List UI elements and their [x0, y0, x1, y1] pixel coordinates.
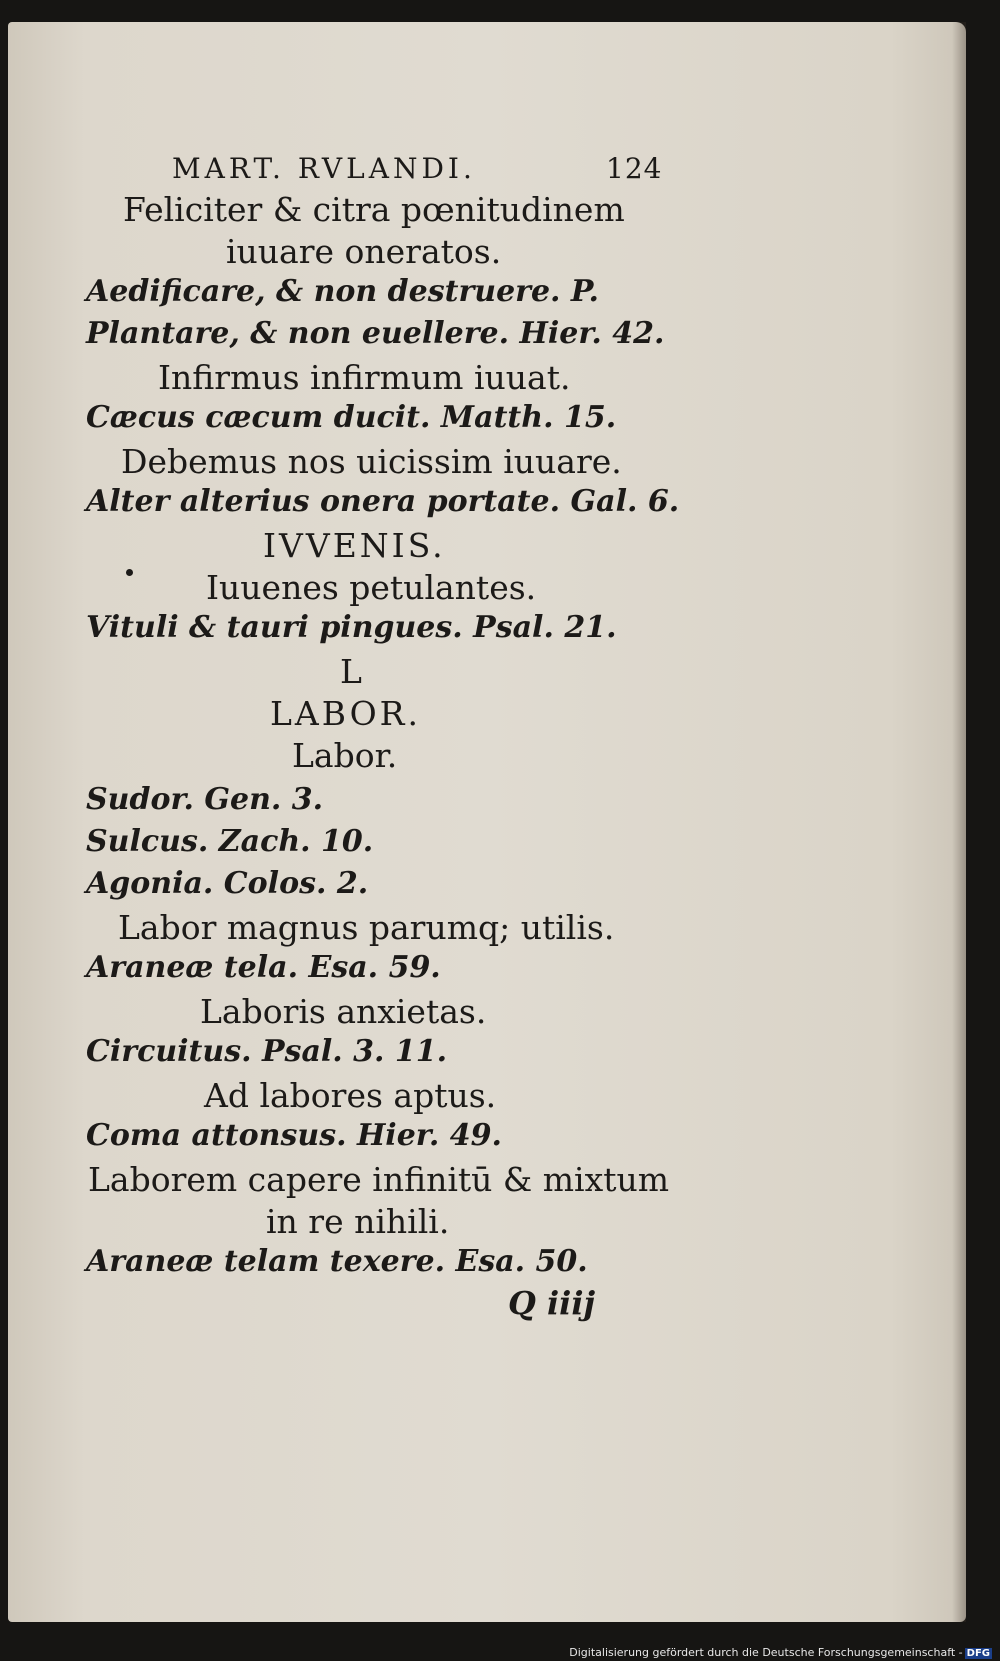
text-line: in re nihili.	[266, 1202, 450, 1241]
text-line: Labor magnus parumq; utilis.	[118, 908, 615, 947]
text-line: iuuare oneratos.	[226, 232, 502, 271]
signature-mark: Q iiij	[508, 1284, 596, 1322]
section-heading: LABOR.	[270, 694, 421, 733]
text-line: Iuuenes petulantes.	[206, 568, 537, 607]
text-line: Alter alterius onera portate. Gal. 6.	[86, 484, 680, 519]
dfg-logo: DFG	[966, 1648, 990, 1659]
text-line: Sulcus. Zach. 10.	[86, 824, 374, 859]
text-line: Infirmus infirmum iuuat.	[158, 358, 571, 397]
text-line: Plantare, & non euellere. Hier. 42.	[86, 316, 665, 351]
text-line: Debemus nos uicissim iuuare.	[121, 442, 622, 481]
text-line: Ad labores aptus.	[204, 1076, 497, 1115]
page-number: 124	[606, 152, 663, 185]
text-line: Coma attonsus. Hier. 49.	[86, 1118, 502, 1153]
text-line: Laborem capere infinitū & mixtum	[88, 1160, 670, 1199]
letter-heading: L	[340, 652, 362, 691]
running-title: MART. RVLANDI.	[172, 152, 476, 185]
text-line: Laboris anxietas.	[200, 992, 487, 1031]
book-page	[8, 22, 966, 1622]
text-line: Sudor. Gen. 3.	[86, 782, 324, 817]
ink-speck	[126, 569, 133, 576]
footer-text: Digitalisierung gefördert durch die Deutsche Forschungsgemeinschaft -	[569, 1646, 963, 1659]
text-line: Araneæ telam texere. Esa. 50.	[86, 1244, 588, 1279]
text-line: Feliciter & citra pœnitudinem	[123, 190, 625, 229]
text-line: Cæcus cæcum ducit. Matth. 15.	[86, 400, 617, 435]
text-line: Vituli & tauri pingues. Psal. 21.	[86, 610, 617, 645]
text-line: Araneæ tela. Esa. 59.	[86, 950, 441, 985]
text-line: Circuitus. Psal. 3. 11.	[86, 1034, 448, 1069]
section-heading: IVVENIS.	[263, 526, 446, 565]
text-line: Agonia. Colos. 2.	[86, 866, 369, 901]
page-edge-shadow	[952, 22, 966, 1622]
text-line: Labor.	[292, 736, 398, 775]
footer-credit	[569, 1646, 992, 1659]
text-line: Aedificare, & non destruere. P.	[86, 274, 599, 309]
